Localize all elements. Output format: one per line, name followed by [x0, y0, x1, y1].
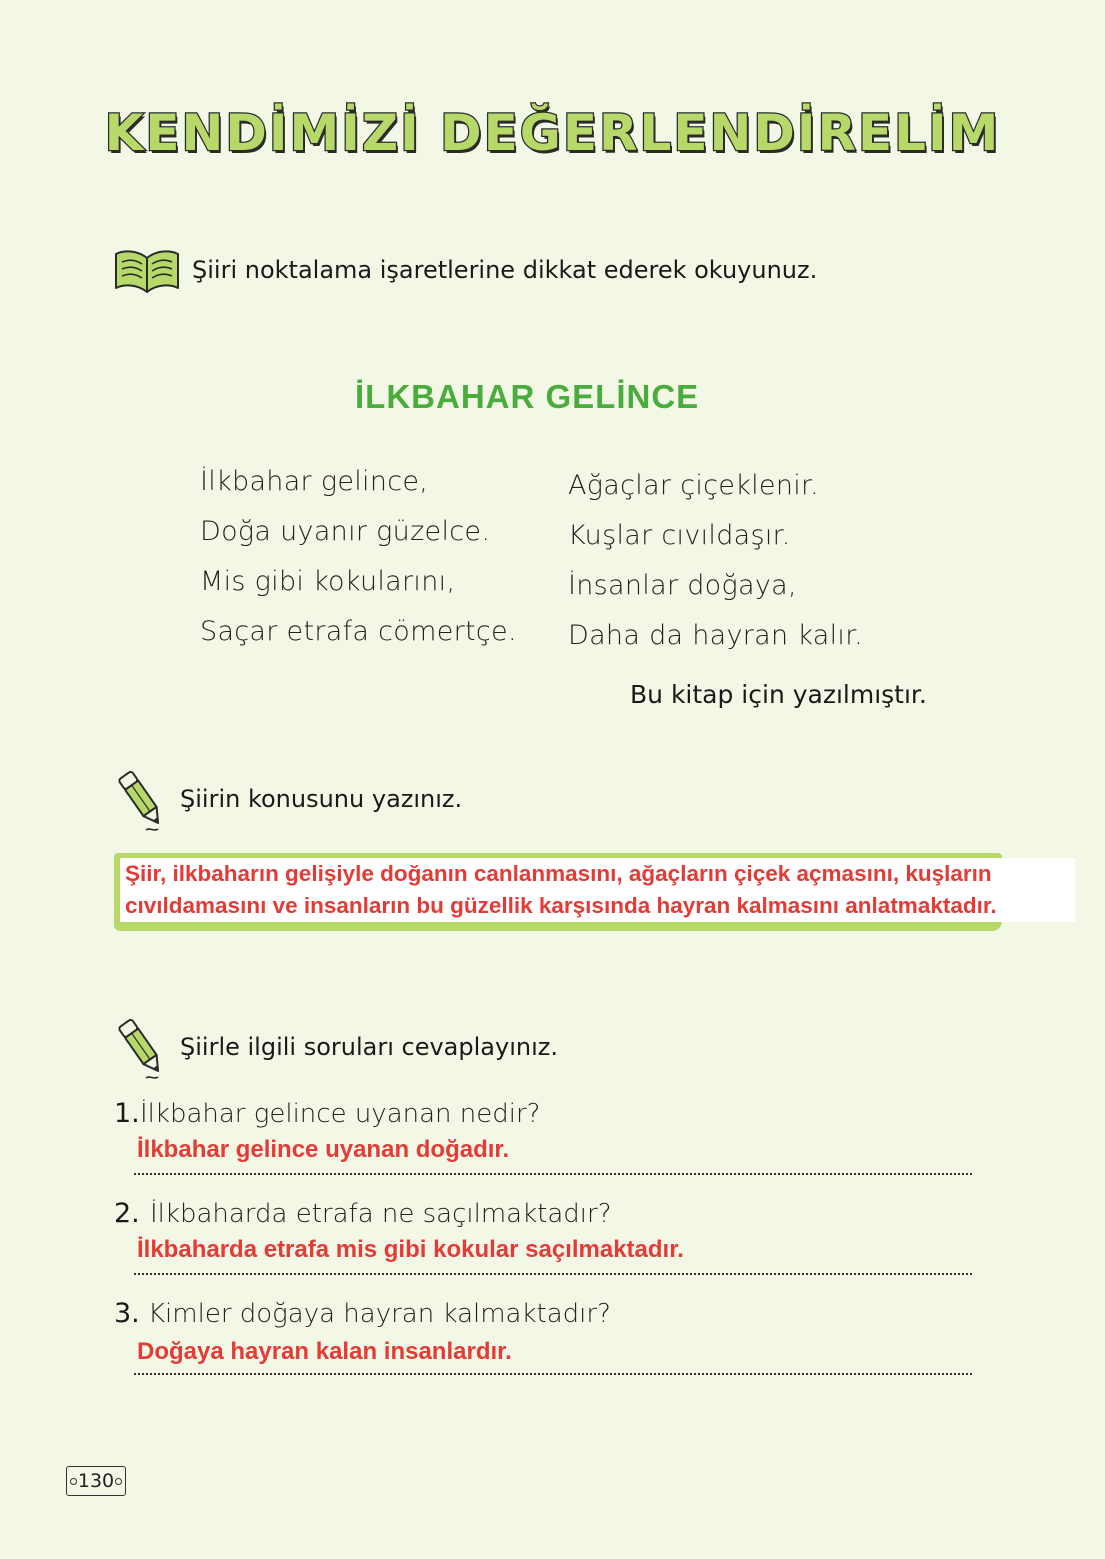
- question-text: İlkbahar gelince uyanan nedir?: [140, 1099, 541, 1129]
- question-number: 2.: [114, 1198, 140, 1229]
- question-text: İlkbaharda etrafa ne saçılmaktadır?: [150, 1199, 612, 1229]
- poem-line: Saçar etrafa cömertçe.: [200, 616, 517, 647]
- pencil-icon: [116, 766, 168, 834]
- poem-line: İlkbahar gelince,: [200, 466, 429, 497]
- poem-line: Kuşlar cıvıldaşır.: [568, 520, 791, 551]
- poem-title: İLKBAHAR GELİNCE: [355, 378, 700, 415]
- page-number: 130: [66, 1466, 126, 1496]
- instruction-write-topic: Şiirin konusunu yazınız.: [180, 785, 463, 813]
- answer-line: [134, 1373, 972, 1375]
- poem-line: Doğa uyanır güzelce.: [200, 516, 491, 547]
- poem-line: Mis gibi kokularını,: [200, 566, 456, 597]
- poem-attribution: Bu kitap için yazılmıştır.: [630, 680, 927, 709]
- book-icon: [112, 246, 182, 296]
- topic-answer: [125, 858, 1080, 922]
- poem-line: Daha da hayran kalır.: [568, 620, 864, 651]
- poem-line: Ağaçlar çiçeklenir.: [568, 470, 819, 501]
- question-answer: Doğaya hayran kalan insanlardır.: [137, 1338, 512, 1365]
- instruction-read-poem: Şiiri noktalama işaretlerine dikkat ederek okuyunuz.: [192, 256, 818, 284]
- answer-line: [134, 1173, 972, 1175]
- answer-line: [134, 1273, 972, 1275]
- question-number: 3.: [114, 1298, 140, 1329]
- question-number: 1.: [114, 1098, 140, 1129]
- poem-line: İnsanlar doğaya,: [568, 570, 797, 601]
- question-answer: İlkbahar gelince uyanan doğadır.: [137, 1136, 510, 1163]
- topic-answer-line: Şiir, ilkbaharın gelişiyle doğanın canlanmasını, ağaçların çiçek açmasını, kuşların: [125, 861, 992, 886]
- pencil-icon: [116, 1014, 168, 1082]
- topic-answer-line: cıvıldamasını ve insanların bu güzellik karşısında hayran kalmasını anlatmaktadır.: [125, 893, 997, 918]
- instruction-answer-questions: Şiirle ilgili soruları cevaplayınız.: [180, 1033, 558, 1061]
- page-title: KENDİMİZİ DEĞERLENDİRELİM: [104, 104, 1001, 162]
- question-text: Kimler doğaya hayran kalmaktadır?: [148, 1299, 611, 1329]
- question-answer: İlkbaharda etrafa mis gibi kokular saçılmaktadır.: [137, 1236, 684, 1263]
